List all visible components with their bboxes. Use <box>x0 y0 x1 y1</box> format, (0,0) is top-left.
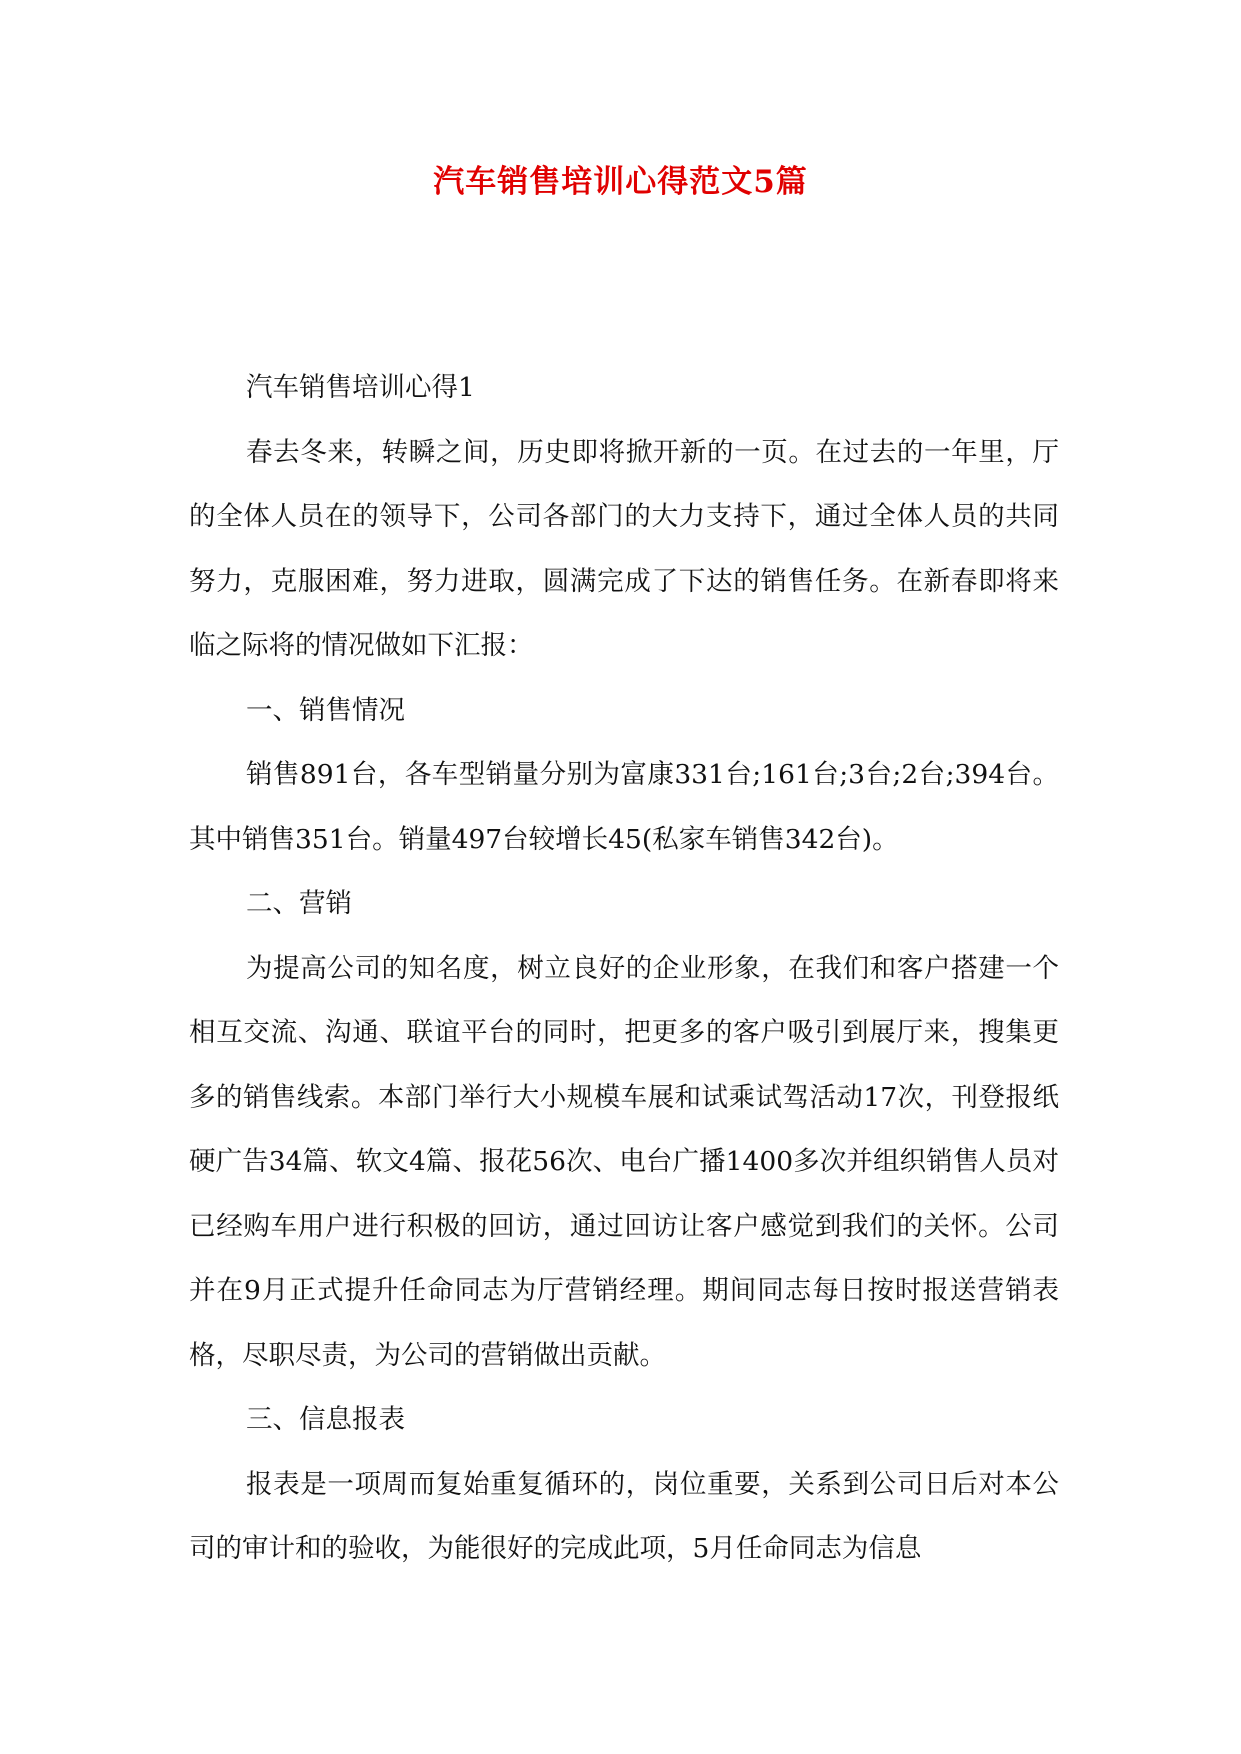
section-heading: 一、销售情况 <box>246 694 405 726</box>
section-heading: 二、营销 <box>246 888 352 919</box>
body-paragraph: 销售891台，各车型销量分别为富康331台;161台;3台;2台;394台。其中销售351台。销量497台较增长45(私家车销售342台)。 <box>189 759 1059 855</box>
section-heading: 三、信息报表 <box>246 1404 405 1435</box>
body-paragraph: 为提高公司的知名度，树立良好的企业形象，在我们和客户搭建一个相互交流、沟通、联谊平台的同时，把更多的客户吸引到展厅来，搜集更多的销售线索。本部门举行大小规模车展和试乘试驾活动17次，刊登报纸硬广告34篇、软文4篇、报花56次、电台广播1400多次并组织销售人员对已经购车用户进行积极的回访，通过回访让客户感觉到我们的关怀。公司并在9月正式提升任命同志为厅营销经理。期间同志每日按时报送营销表格，尽职尽责，为公司的营销做出贡献。 <box>189 952 1059 1371</box>
document-title: 汽车销售培训心得范文5篇 <box>433 164 808 200</box>
body-paragraph: 春去冬来，转瞬之间，历史即将掀开新的一页。在过去的一年里，厅的全体人员在的领导下，公司各部门的大力支持下，通过全体人员的共同努力，克服困难，努力进取，圆满完成了下达的销售任务。在新春即将来临之际将的情况做如下汇报： <box>189 436 1059 661</box>
section-heading: 汽车销售培训心得1 <box>246 372 475 403</box>
document-body <box>189 356 1059 1582</box>
body-paragraph: 报表是一项周而复始重复循环的，岗位重要，关系到公司日后对本公司的审计和的验收，为能很好的完成此项，5月任命同志为信息 <box>189 1468 1059 1564</box>
